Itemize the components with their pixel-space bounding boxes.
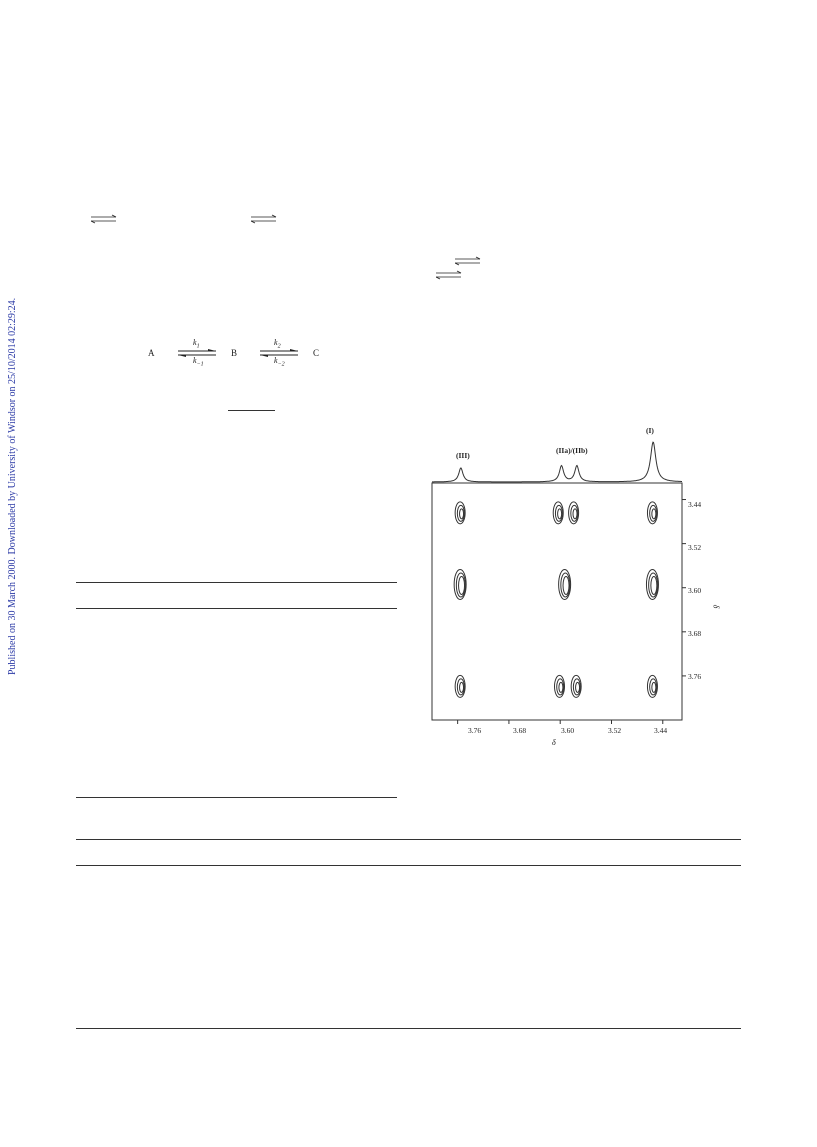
x-tick-label-344: 3.44: [654, 726, 668, 735]
contour-ring: [651, 576, 657, 594]
peak-label-i: (I): [646, 426, 654, 435]
peak-label-iia-iib: (IIa)/(IIb): [556, 446, 588, 455]
table-2-bottom-rule: [76, 1028, 741, 1029]
y-tick-label-360: 3.60: [688, 586, 702, 595]
table-2-top-rule: [76, 839, 741, 840]
x-tick-label-376: 3.76: [468, 726, 482, 735]
y-axis-title: δ: [711, 604, 721, 609]
projection-trace: [432, 442, 682, 482]
contour-ring: [460, 509, 464, 519]
x-tick-label-352: 3.52: [608, 726, 622, 735]
contour-ring: [459, 576, 465, 594]
table-1-bottom-rule: [76, 797, 397, 798]
cross-peak: [559, 569, 571, 599]
cross-peak: [455, 502, 465, 524]
equilibrium-arrow-3: [455, 256, 481, 266]
contour-ring: [573, 509, 577, 519]
cross-peak: [555, 675, 565, 697]
contour-ring: [460, 682, 464, 692]
rate-constant-k2: $k_2$: [274, 338, 281, 350]
contour-ring: [563, 576, 569, 594]
species-b: B: [231, 348, 238, 358]
cross-peak: [571, 675, 581, 697]
species-c: C: [313, 348, 320, 358]
contour-ring: [652, 682, 656, 692]
cross-peak: [647, 502, 657, 524]
scheme-arrows-bc: [258, 349, 300, 357]
cross-peak: [569, 502, 579, 524]
y-tick-label-376: 3.76: [688, 672, 702, 681]
nmr-plot: [420, 430, 720, 760]
rate-constant-k1: $k_1$: [193, 338, 200, 350]
projection-spectrum: [432, 442, 682, 482]
scheme-arrows-ab: [176, 349, 218, 357]
y-tick-label-344: 3.44: [688, 500, 702, 509]
species-a: A: [148, 348, 155, 358]
contour-ring: [652, 509, 656, 519]
table-1-header-rule: [76, 608, 397, 609]
cross-peak: [553, 502, 563, 524]
cross-peak: [455, 675, 465, 697]
y-tick-label-352: 3.52: [688, 543, 702, 552]
y-axis-ticks: [682, 500, 686, 676]
cross-peak: [646, 569, 658, 599]
short-rule: [228, 410, 275, 411]
table-2-header-rule: [76, 865, 741, 866]
equilibrium-arrow-1: [91, 214, 117, 224]
equilibrium-arrow-4: [436, 270, 462, 280]
x-tick-label-368: 3.68: [513, 726, 527, 735]
x-tick-label-360: 3.60: [561, 726, 575, 735]
y-tick-label-368: 3.68: [688, 629, 702, 638]
equilibrium-arrow-2: [251, 214, 277, 224]
contour-ring: [558, 509, 562, 519]
table-1-top-rule: [76, 582, 397, 583]
rate-constant-k-minus-1: $k_{-1}$: [193, 356, 204, 368]
peak-label-iii: (III): [456, 451, 470, 460]
x-axis-ticks: [458, 720, 663, 724]
cross-peaks: [454, 502, 658, 698]
download-watermark: Published on 30 March 2000. Downloaded by University of Windsor on 25/10/2014 02:29:24.: [7, 297, 18, 675]
x-axis-title: δ: [552, 738, 556, 747]
rate-constant-k-minus-2: $k_{-2}$: [274, 356, 285, 368]
contour-ring: [559, 682, 563, 692]
cross-peak: [647, 675, 657, 697]
contour-ring: [576, 682, 580, 692]
cross-peak: [454, 569, 466, 599]
